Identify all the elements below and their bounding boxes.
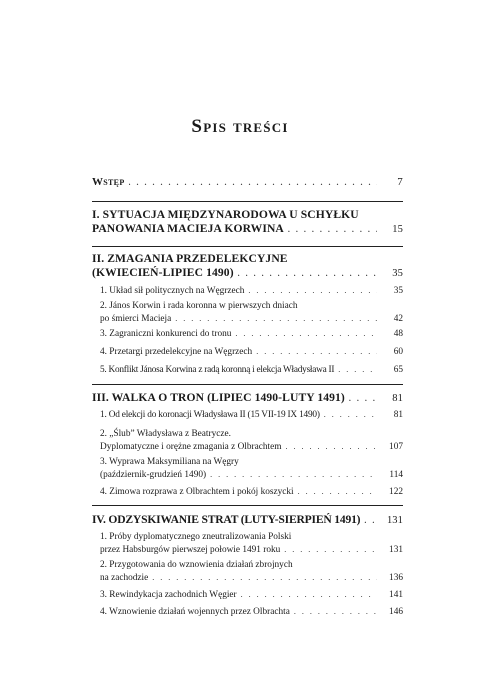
divider xyxy=(92,384,403,385)
dot-leader xyxy=(235,328,377,341)
toc-subentry-label: na zachodzie xyxy=(100,572,149,583)
toc-subentry-label: przez Habsburgów pierwszej połowie 1491 roku xyxy=(100,544,281,555)
dot-leader xyxy=(338,364,377,377)
toc-chapter-page: 15 xyxy=(392,224,403,235)
toc-chapter-title-line2: PANOWANIA MACIEJA KORWINA xyxy=(92,222,284,235)
dot-leader xyxy=(349,392,377,406)
toc-chapter-3 xyxy=(92,391,403,406)
toc-subentry-page: 65 xyxy=(393,365,403,375)
toc-chapter-2 xyxy=(92,252,403,281)
dot-leader xyxy=(175,313,377,326)
toc-subentry-page: 131 xyxy=(389,544,403,555)
toc-subentry xyxy=(92,589,403,602)
toc-chapter-page: 81 xyxy=(392,393,403,404)
toc-subentry-page: 146 xyxy=(389,607,403,617)
dot-leader xyxy=(284,544,377,557)
dot-leader xyxy=(288,223,377,237)
dot-leader xyxy=(210,469,377,482)
toc-subentry-label: (październik-grudzień 1490) xyxy=(100,469,207,480)
toc-subentry-label: 4. Przetargi przedelekcyjne na Węgrzech xyxy=(100,347,253,357)
toc-subentry-page: 141 xyxy=(389,590,403,600)
toc-subentry xyxy=(92,346,403,359)
toc-subentry-label-line1: 2. János Korwin i rada koronna w pierwszych dniach xyxy=(100,301,298,311)
toc-subentry-label-line1: 1. Próby dyplomatycznego zneutralizowania Polski xyxy=(100,532,292,542)
toc-subentry-page: 81 xyxy=(393,410,403,420)
toc-entry-page: 7 xyxy=(397,176,403,188)
dot-leader xyxy=(152,572,377,585)
page-title: Spis treści xyxy=(191,116,289,137)
divider xyxy=(92,505,403,506)
toc-chapter-title-line1: II. ZMAGANIA PRZEDELEKCYJNE xyxy=(92,252,288,265)
toc-entry-intro xyxy=(92,176,403,188)
toc-chapter-title-line2: (KWIECIEŃ-LIPIEC 1490) xyxy=(92,266,234,279)
toc-subentry-page: 42 xyxy=(393,313,403,324)
toc-subentry xyxy=(92,300,403,325)
toc-subentry-page: 35 xyxy=(393,286,403,296)
dot-leader xyxy=(324,409,377,422)
dot-leader xyxy=(129,178,377,187)
toc-chapter-page: 131 xyxy=(386,515,403,526)
dot-leader xyxy=(298,486,377,499)
toc-chapter-title: IV. ODZYSKIWANIE STRAT (LUTY-SIERPIEŃ 1491) xyxy=(92,513,361,526)
toc-subentry-page: 107 xyxy=(389,441,403,452)
dot-leader xyxy=(285,441,377,454)
toc-subentry xyxy=(92,428,403,453)
toc-chapter-page: 35 xyxy=(392,268,403,279)
divider xyxy=(92,201,403,202)
toc-subentry xyxy=(92,559,403,584)
toc-subentry-page: 48 xyxy=(393,329,403,339)
toc-subentry xyxy=(92,328,403,341)
toc-subentry xyxy=(92,486,403,499)
toc-subentry-label: 1. Od elekcji do koronacji Władysława II (15 VII-19 IX 1490) xyxy=(100,410,320,420)
toc-chapter-title: III. WALKA O TRON (LIPIEC 1490-LUTY 1491) xyxy=(92,391,345,404)
toc-subentry-label: 4. Wznowienie działań wojennych przez Olbrachta xyxy=(100,607,290,617)
dot-leader xyxy=(238,267,377,281)
toc-subentry-label: 4. Zimowa rozprawa z Olbrachtem i pokój koszycki xyxy=(100,487,294,497)
toc-subentry xyxy=(92,364,403,377)
dot-leader xyxy=(256,346,377,359)
toc-subentry xyxy=(92,409,403,422)
toc-subentry-page: 114 xyxy=(389,469,403,480)
dot-leader xyxy=(364,514,377,528)
toc-subentry-label-line1: 3. Wyprawa Maksymiliana na Węgry xyxy=(100,457,239,467)
dot-leader xyxy=(241,589,377,602)
toc-subentry-page: 122 xyxy=(389,487,403,497)
dot-leader xyxy=(248,285,377,298)
toc-subentry-label: 1. Układ sił politycznych na Węgrzech xyxy=(100,286,245,296)
toc-entry-label: Wstęp xyxy=(92,176,125,188)
toc-subentry xyxy=(92,285,403,298)
toc-subentry xyxy=(92,606,403,619)
toc-chapter-4 xyxy=(92,513,403,528)
toc-chapter-title-line1: I. SYTUACJA MIĘDZYNARODOWA U SCHYŁKU xyxy=(92,208,359,221)
toc-subentry-label: 5. Konflikt Jánosa Korwina z radą koronną i elekcja Władysława II xyxy=(100,365,335,375)
toc-subentry-label: 3. Zagraniczni konkurenci do tronu xyxy=(100,329,232,339)
divider xyxy=(92,246,403,247)
toc-subentry-label: po śmierci Macieja xyxy=(100,313,172,324)
toc-subentry-page: 136 xyxy=(389,572,403,583)
toc-subentry-label: 3. Rewindykacja zachodnich Węgier xyxy=(100,590,237,600)
toc-subentry-label: Dyplomatyczne i orężne zmagania z Olbrachtem xyxy=(100,441,282,452)
toc-chapter-1 xyxy=(92,208,403,237)
dot-leader xyxy=(294,606,377,619)
toc-subentry-label-line1: 2. „Ślub” Władysława z Beatrycze. xyxy=(100,429,231,439)
toc-subentry-page: 60 xyxy=(393,347,403,357)
toc-subentry-label-line1: 2. Przygotowania do wznowienia działań zbrojnych xyxy=(100,560,293,570)
toc-subentry xyxy=(92,456,403,481)
toc-subentry xyxy=(92,531,403,556)
